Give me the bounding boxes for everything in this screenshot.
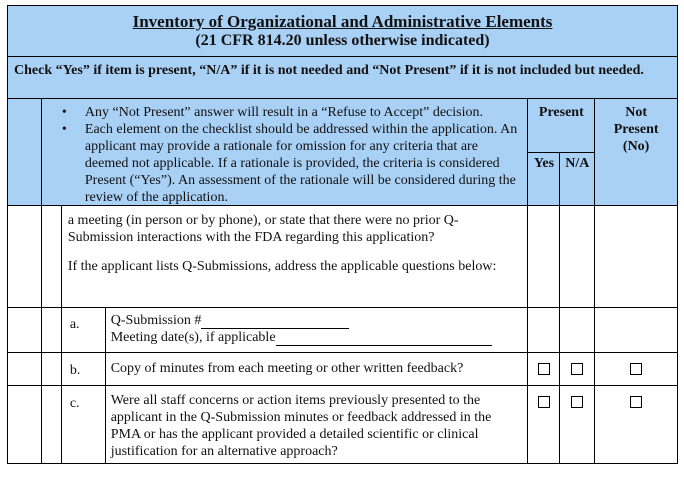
na-cell <box>560 206 595 307</box>
sub-item-letter: c. <box>62 386 106 463</box>
yes-cell <box>528 206 560 307</box>
blank-cell <box>42 206 62 307</box>
sub-item-row-b <box>7 353 678 386</box>
sub-item-row-c <box>7 386 678 464</box>
present-column-header <box>528 99 595 205</box>
notes-header-row <box>7 99 678 206</box>
not-present-checkbox[interactable] <box>630 396 642 408</box>
not-present-cell <box>595 206 677 307</box>
meeting-instruction: If the applicant lists Q-Submissions, address the applicable questions below: <box>67 259 497 274</box>
blank-cell <box>8 206 42 307</box>
meeting-date-label: Meeting date(s), if applicable <box>110 330 276 345</box>
meeting-item-row <box>7 206 678 308</box>
na-cell <box>560 386 595 463</box>
blank-cell <box>8 308 42 352</box>
sub-item-text: Were all staff concerns or action items previously presented to the applicant in the Q-Submission minutes or feedback addressed in the PMA or has the applicant provided a detailed scientific or clinical justification for an alternative approach? <box>106 386 529 463</box>
blank-cell <box>42 308 62 352</box>
blank-cell <box>8 99 42 205</box>
blank-cell <box>42 386 62 463</box>
page-subtitle: (21 CFR 814.20 unless otherwise indicated) <box>195 32 490 49</box>
na-cell <box>560 353 595 385</box>
not-present-label-1: Not <box>625 105 648 120</box>
present-subheaders <box>528 152 594 205</box>
yes-cell <box>528 386 560 463</box>
q-submission-label: Q-Submission # <box>110 313 202 328</box>
not-present-cell <box>595 386 677 463</box>
q-submission-number-field[interactable] <box>201 315 349 329</box>
not-present-label-2: Present <box>613 122 659 137</box>
checklist-table <box>7 5 678 464</box>
yes-checkbox[interactable] <box>538 396 550 408</box>
sub-item-text: Copy of minutes from each meeting or other written feedback? <box>106 353 529 385</box>
blank-cell <box>8 386 42 463</box>
not-present-column-header <box>595 99 677 205</box>
notes-list <box>62 104 524 206</box>
page-title: Inventory of Organizational and Administrative Elements <box>132 12 553 31</box>
na-cell <box>560 308 595 352</box>
yes-checkbox[interactable] <box>538 363 550 375</box>
yes-column-label: Yes <box>528 153 560 205</box>
not-present-checkbox[interactable] <box>630 363 642 375</box>
note-item: • Each element on the checklist should be addressed within the application. An applicant may provide a rationale for omission for any criteria that are deemed not applicable. If a rationale is provided, the criteria is considered Present (“Yes”). An assessment of the rationale will be considered during the review of the application. <box>62 121 524 206</box>
na-column-label: N/A <box>565 156 590 171</box>
note-item: • Any “Not Present” answer will result in a “Refuse to Accept” decision. <box>62 104 524 121</box>
notes-cell <box>42 99 529 205</box>
sub-item-letter: b. <box>62 353 106 385</box>
yes-cell <box>528 308 560 352</box>
blank-cell <box>42 353 62 385</box>
meeting-question: a meeting (in person or by phone), or state that there were no prior Q-Submission interactions with the FDA regarding this application? <box>67 213 459 245</box>
present-label: Present <box>538 105 584 120</box>
meeting-date-field[interactable] <box>276 332 492 346</box>
not-present-label-3: (No) <box>622 139 650 154</box>
sub-item-row-a <box>7 308 678 353</box>
sub-item-letter: a. <box>62 308 106 352</box>
meeting-item-text <box>62 206 529 307</box>
na-checkbox[interactable] <box>571 396 583 408</box>
meeting-date-line <box>111 329 523 346</box>
title-row <box>7 5 678 57</box>
instructions-text: Check “Yes” if item is present, “N/A” if it is not needed and “Not Present” if it is not included but needed. <box>14 63 644 78</box>
sub-item-text <box>106 308 529 352</box>
not-present-cell <box>595 308 677 352</box>
not-present-cell <box>595 353 677 385</box>
na-checkbox[interactable] <box>571 363 583 375</box>
q-submission-line <box>111 312 523 329</box>
yes-cell <box>528 353 560 385</box>
blank-cell <box>8 353 42 385</box>
instructions-row <box>7 57 678 99</box>
